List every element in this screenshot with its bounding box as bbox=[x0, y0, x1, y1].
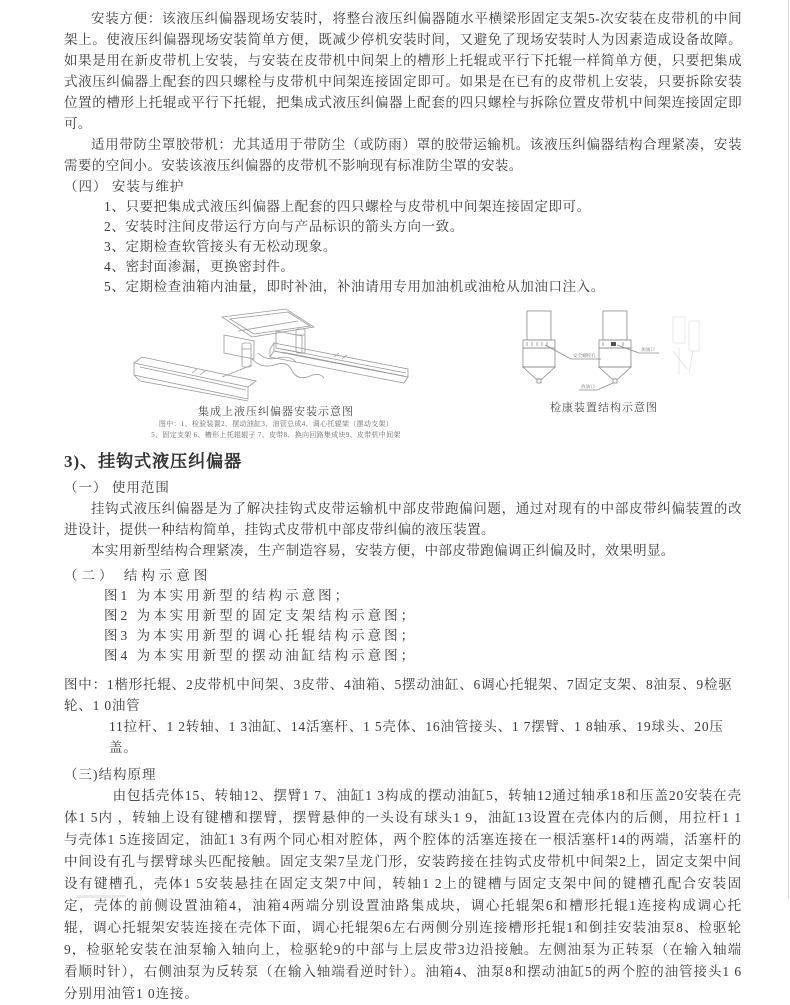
figures-row bbox=[64, 307, 742, 441]
maintenance-list bbox=[104, 197, 742, 297]
cutoff-next-line bbox=[76, 895, 126, 898]
heading-structure-principle: （三)结构原理 bbox=[64, 767, 157, 782]
heading-structure-diagrams: （二） 结构示意图 bbox=[64, 568, 212, 583]
maintenance-item-1: 1、只要把集成式液压纠偏器上配套的四只螺栓与皮带机中间架连接固定即可。 bbox=[104, 199, 591, 214]
para-structure-principle: 由包括壳体15、转轴12、摆臂1 7、油缸1 3构成的摆动油缸5，转轴12通过轴承18和压盖20安装在壳体1 5内 ，转轴上设有键槽和摆臂，摆臂悬伸的一头设有球头1 9，油缸13设置在壳体内的后侧，用拉杆1 1与壳体1 5连接固定，油缸1 3有两个同心相对腔体，两个腔体的活塞连接在一根活塞杆14的两端，活塞杆的中间设有孔与摆臂球头匹配接触。固定支架7呈龙门形，安装跨接在挂钩式皮带机中间架2上，固定支架中间设有键槽孔，壳体1 5安装悬挂在固定支架7中间，转轴1 2上的键槽与固定支架中间的键槽孔配合安装固定，壳体的前侧设置油箱4，油箱4两端分别设置油路集成块，调心托辊架6和槽形托辊1连接构成调心托辊，调心托辊架安装连接在壳体下面，调心托辊架6左右两侧分别连接槽形托辊1和倒挂安装油泵8、检驱轮9，检驱轮安装在油泵输入轴向上，检驱轮9的中部与上层皮带3边沿接触。左侧油泵为正转泵（在输入轴端看顺时针），右侧油泵为反转泵（在输入轴端看逆时针）。油箱4、油泵8和摆动油缸5的两个腔的油管接头1 6分别用油管1 0连接。 bbox=[64, 788, 742, 1001]
maintenance-item-3: 3、定期检查软管接头有无松动现象。 bbox=[104, 239, 337, 254]
maintenance-item-2: 2、安装时注间皮带运行方向与产品标识的箭头方向一致。 bbox=[104, 219, 464, 234]
figure-left-legend-line1: 图中：1、检验装置2、摆动油缸3、油管总成4、调心托辊架（摆动支架） bbox=[158, 420, 394, 428]
page-edge-line bbox=[788, 0, 789, 899]
figure-line-4: 图4 为本实用新型的摆动油缸结构示意图； bbox=[104, 648, 418, 663]
maintenance-item-4: 4、密封面渗漏，更换密封件。 bbox=[104, 259, 295, 274]
structure-figure-list bbox=[104, 586, 742, 666]
heading-hook-type-device: 3)、挂钩式液压纠偏器 bbox=[64, 452, 243, 471]
para-install-convenience: 安装方便：该液压纠偏器现场安装时，将整台液压纠偏器随水平横梁形固定支架5-次安装在皮带机的中间架上。使液压纠偏器现场安装简单方便，既减少停机安装时间，又避免了现场安装时人为因素造成设备故障。如果是用在新皮带机上安装，与安装在皮带机中间架上的槽形上托辊或平行下托辊一样简单方便，只要把集成式液压纠偏器上配套的四只螺栓与皮带机中间架连接固定即可。如果是在已有的皮带机上安装，只要拆除安装位置的槽形上托辊或平行下托辊，把集成式液压纠偏器上配套的四只螺栓与拆除位置皮带机中间架连接固定即可。 bbox=[64, 11, 742, 131]
figure-line-3: 图3 为本实用新型的调心托辊结构示意图； bbox=[104, 628, 418, 643]
para-utility-model: 本实用新型结构合理紧凑，生产制造容易，安装方便，中部皮带跑偏调正纠偏及时，效果明显。 bbox=[91, 543, 675, 558]
figure-installation-diagram bbox=[116, 307, 436, 441]
inspection-device-drawing bbox=[497, 307, 712, 399]
figure-line-1: 图1 为本实用新型的结构示意图； bbox=[104, 588, 352, 603]
para-usage-scope: 挂钩式液压纠偏器是为了解决挂钩式皮带运输机中部皮带跑偏问题，通过对现有的中部皮带纠偏装置的改进设计，提供一种结构简单，挂钩式皮带机中部皮带纠偏的液压装置。 bbox=[64, 501, 742, 537]
heading-install-maintenance: （四） 安装与维护 bbox=[64, 179, 185, 194]
figure-left-legend-line2: 5、固定支架 6、槽形上托辊辊子 7、皮带8、换向回路集成块9、皮带机中间架 bbox=[151, 431, 401, 439]
parts-legend bbox=[64, 674, 742, 758]
label-oil-drain-port: 放油口 bbox=[580, 384, 595, 389]
figure-inspection-device bbox=[494, 307, 714, 415]
label-oil-fill-port: 加油口 bbox=[640, 347, 655, 352]
heading-usage-scope: （一） 使用范围 bbox=[64, 480, 170, 495]
installation-isometric-drawing bbox=[126, 307, 426, 403]
label-safety-bolt-hole: 安全螺栓孔 bbox=[572, 353, 596, 358]
document-page bbox=[64, 8, 742, 1005]
figure-line-2: 图2 为本实用新型的固定支架结构示意图； bbox=[104, 608, 418, 623]
parts-legend-line1: 图中：1楷形托辊、2皮带机中间架、3皮带、4油箱、5摆动油缸、6调心托辊架、7固定支架、8油泵、9检驱轮、1 0油管 bbox=[64, 677, 733, 713]
figure-left-caption: 集成上液压纠偏器安装示意图 bbox=[198, 406, 354, 418]
parts-legend-line2: 11拉杆、1 2转轴、1 3油缸、14活塞杆、1 5壳体、16油管接头、1 7摆臂、1 8轴承、19球头、20压盖。 bbox=[109, 719, 724, 755]
maintenance-item-5: 5、定期检查油箱内油量，即时补油，补油请用专用加油机或油枪从加油口注入。 bbox=[104, 279, 605, 294]
figure-right-caption: 检康装置结构示意图 bbox=[550, 402, 658, 414]
para-dust-cover: 适用带防尘罩胶带机：尤其适用于带防尘（或防雨）罩的胶带运输机。该液压纠偏器结构合理紧凑，安装需要的空间小。安装该液压纠偏器的皮带机不影响现有标准防尘罩的安装。 bbox=[64, 137, 742, 173]
